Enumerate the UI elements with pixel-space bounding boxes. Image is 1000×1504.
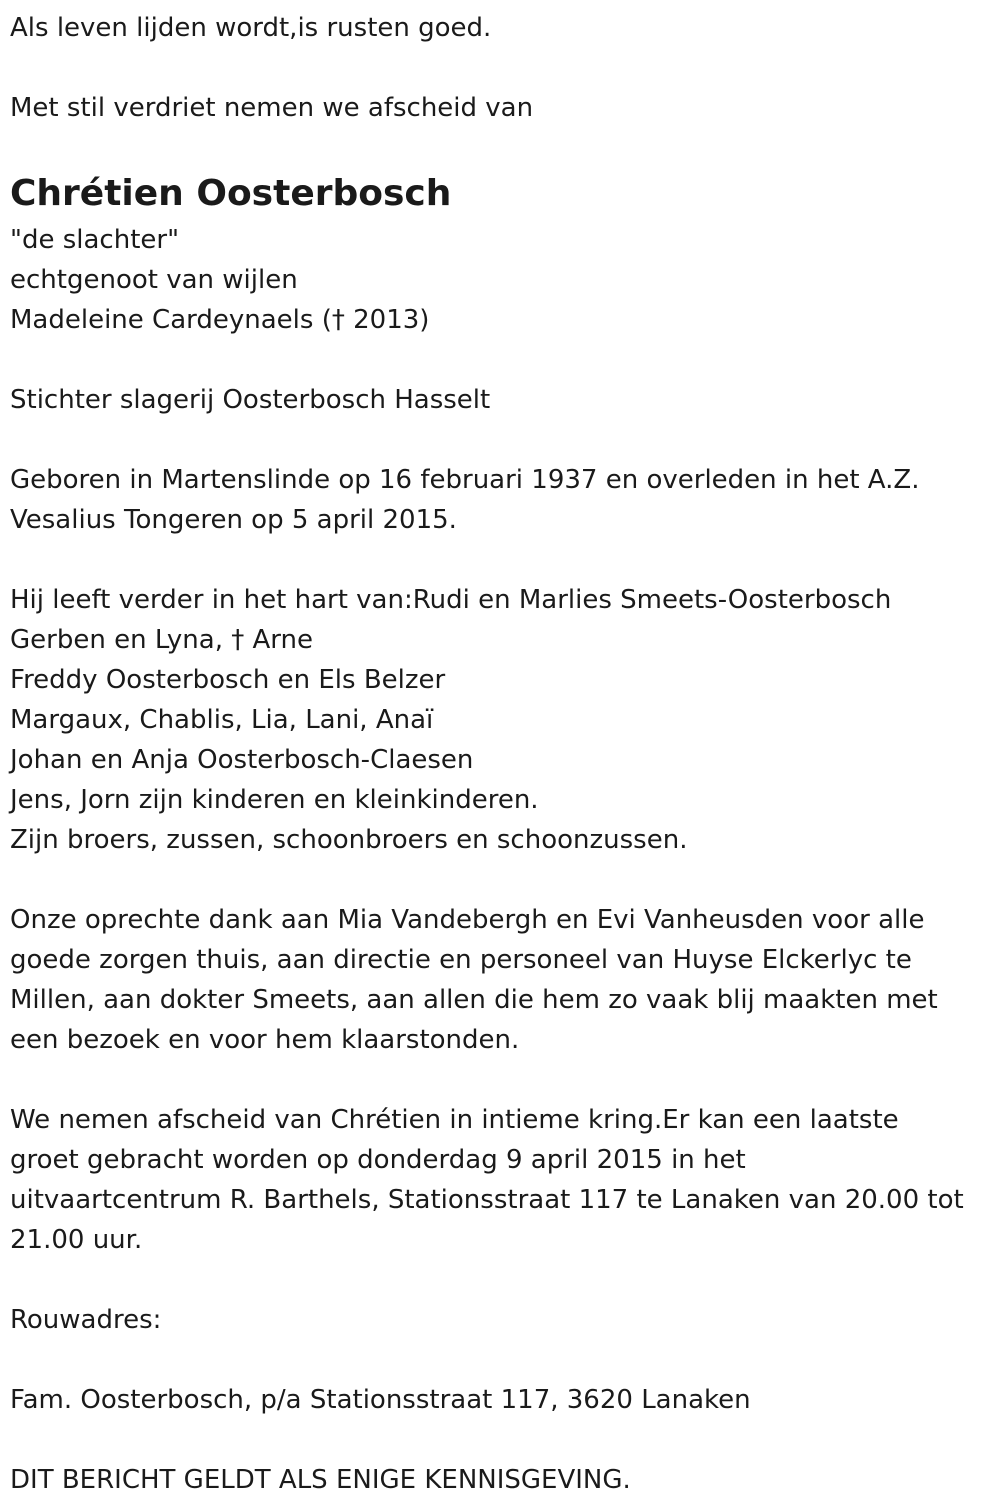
family-line: Johan en Anja Oosterbosch-Claesen: [10, 745, 474, 775]
spacer: [10, 128, 990, 168]
life-line-1: Geboren in Martenslinde op 16 februari 1937 en overleden in het A.Z.: [10, 465, 920, 495]
spacer: [10, 1420, 990, 1460]
deceased-nickname: "de slachter": [10, 225, 180, 255]
thanks-line: een bezoek en voor hem klaarstonden.: [10, 1025, 520, 1055]
spouse-intro: echtgenoot van wijlen: [10, 265, 298, 295]
spacer: [10, 420, 990, 460]
family-line: Jens, Jorn zijn kinderen en kleinkinderen.: [10, 785, 539, 815]
address-value: Fam. Oosterbosch, p/a Stationsstraat 117, 3620 Lanaken: [10, 1385, 751, 1415]
ceremony-line: uitvaartcentrum R. Barthels, Stationsstraat 117 te Lanaken van 20.00 tot: [10, 1185, 964, 1215]
opening-quote: Als leven lijden wordt,is rusten goed.: [10, 13, 492, 43]
spacer: [10, 340, 990, 380]
family-line: Margaux, Chablis, Lia, Lani, Anaï: [10, 705, 434, 735]
ceremony-line: We nemen afscheid van Chrétien in intieme kring.Er kan een laatste: [10, 1105, 899, 1135]
occupation: Stichter slagerij Oosterbosch Hasselt: [10, 385, 491, 415]
ceremony-line: 21.00 uur.: [10, 1225, 143, 1255]
spouse-name: Madeleine Cardeynaels († 2013): [10, 305, 430, 335]
thanks-line: goede zorgen thuis, aan directie en personeel van Huyse Elckerlyc te: [10, 945, 912, 975]
thanks-line: Millen, aan dokter Smeets, aan allen die hem zo vaak blij maakten met: [10, 985, 938, 1015]
life-line-2: Vesalius Tongeren op 5 april 2015.: [10, 505, 457, 535]
spacer: [10, 860, 990, 900]
spacer: [10, 540, 990, 580]
family-line: Zijn broers, zussen, schoonbroers en schoonzussen.: [10, 825, 688, 855]
family-line: Hij leeft verder in het hart van:Rudi en Marlies Smeets-Oosterbosch: [10, 585, 892, 615]
address-label: Rouwadres:: [10, 1305, 162, 1335]
family-line: Freddy Oosterbosch en Els Belzer: [10, 665, 446, 695]
family-line: Gerben en Lyna, † Arne: [10, 625, 313, 655]
spacer: [10, 1060, 990, 1100]
spacer: [10, 1340, 990, 1380]
ceremony-line: groet gebracht worden op donderdag 9 april 2015 in het: [10, 1145, 746, 1175]
footer-notice: DIT BERICHT GELDT ALS ENIGE KENNISGEVING.: [10, 1465, 631, 1495]
thanks-line: Onze oprechte dank aan Mia Vandebergh en Evi Vanheusden voor alle: [10, 905, 925, 935]
farewell-intro: Met stil verdriet nemen we afscheid van: [10, 93, 534, 123]
deceased-name: Chrétien Oosterbosch: [10, 173, 452, 214]
death-notice: [10, 8, 990, 1500]
spacer: [10, 1260, 990, 1300]
spacer: [10, 48, 990, 88]
